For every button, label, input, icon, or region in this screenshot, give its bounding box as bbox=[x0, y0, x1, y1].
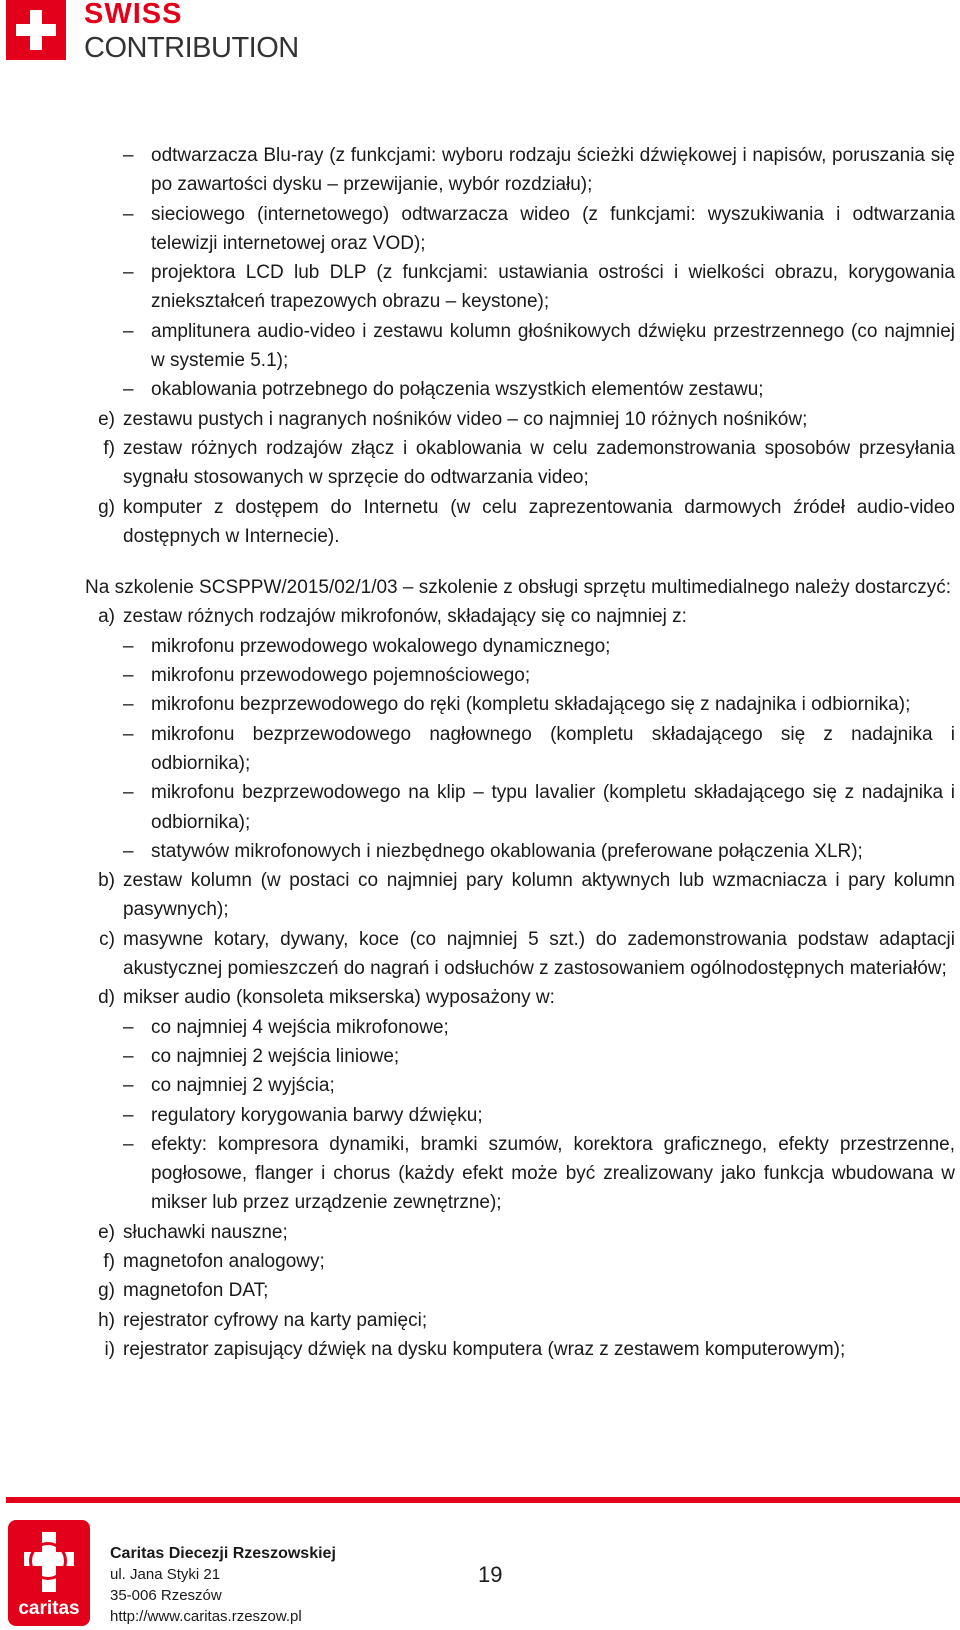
list-item-e bbox=[85, 405, 955, 434]
list-item: – co najmniej 4 wejścia mikrofonowe; bbox=[85, 1013, 955, 1042]
list-item-c bbox=[85, 925, 955, 984]
list-label: h) bbox=[98, 1309, 115, 1331]
list-text: mikser audio (konsoleta mikserska) wyposażony w: bbox=[123, 987, 555, 1009]
list-label: d) bbox=[98, 987, 115, 1009]
caritas-logo bbox=[8, 1520, 90, 1626]
list-item: – sieciowego (internetowego) odtwarzacza wideo (z funkcjami: wyszukiwania i odtwarzania telewizji internetowej oraz VOD); bbox=[85, 200, 955, 259]
list-item-e2 bbox=[85, 1218, 955, 1247]
list-item: – amplitunera audio-video i zestawu kolumn głośnikowych dźwięku przestrzennego (co najmniej w systemie 5.1); bbox=[85, 317, 955, 376]
footer-address bbox=[110, 1543, 336, 1627]
swiss-cross-icon bbox=[6, 0, 66, 60]
list-text: słuchawki nauszne; bbox=[123, 1221, 288, 1243]
list-item-f2 bbox=[85, 1247, 955, 1276]
list-item: – projektora LCD lub DLP (z funkcjami: ustawiania ostrości i wielkości obrazu, korygowania zniekształceń trapezowych obrazu – keystone); bbox=[85, 258, 955, 317]
list-item: – mikrofonu bezprzewodowego nagłownego (kompletu składającego się z nadajnika i odbiornika); bbox=[85, 720, 955, 779]
list-item: – mikrofonu bezprzewodowego do ręki (kompletu składającego się z nadajnika i odbiornika); bbox=[85, 690, 955, 719]
list-text: rejestrator cyfrowy na karty pamięci; bbox=[123, 1309, 428, 1331]
section-intro: Na szkolenie SCSPPW/2015/02/1/03 – szkolenie z obsługi sprzętu multimedialnego należy dostarczyć: bbox=[85, 577, 952, 599]
street: ul. Jana Styki 21 bbox=[110, 1566, 221, 1583]
list-item-g bbox=[85, 493, 955, 552]
list-label: b) bbox=[98, 870, 115, 892]
list-label: e) bbox=[98, 1221, 115, 1243]
list-item: – statywów mikrofonowych i niezbędnego okablowania (preferowane połączenia XLR); bbox=[85, 837, 955, 866]
list-item: – regulatory korygowania barwy dźwięku; bbox=[85, 1101, 955, 1130]
list-label: e) bbox=[98, 408, 115, 430]
logo-line-1: SWISS bbox=[84, 0, 183, 30]
list-item-h2 bbox=[85, 1306, 955, 1335]
website-link[interactable]: http://www.caritas.rzeszow.pl bbox=[110, 1608, 302, 1625]
list-item-g2 bbox=[85, 1276, 955, 1305]
list-text: komputer z dostępem do Internetu (w celu zaprezentowania darmowych źródeł audio-video dostępnych w Internecie). bbox=[123, 496, 955, 547]
list-label: g) bbox=[98, 1280, 115, 1302]
list-label: a) bbox=[98, 606, 115, 628]
list-item-d bbox=[85, 983, 955, 1012]
document-body bbox=[85, 141, 955, 1364]
list-text: zestawu pustych i nagranych nośników video – co najmniej 10 różnych nośników; bbox=[123, 408, 808, 430]
list-item-b bbox=[85, 866, 955, 925]
list-item: – co najmniej 2 wyjścia; bbox=[85, 1071, 955, 1100]
logo-line-2: CONTRIBUTION bbox=[84, 32, 299, 64]
list-label: f) bbox=[103, 1250, 115, 1272]
list-text: zestaw różnych rodzajów złącz i okablowania w celu zademonstrowania sposobów przesyłania sygnału stosowanych w sprzęcie do odtwarzania video; bbox=[123, 437, 955, 489]
list-item: – odtwarzacza Blu-ray (z funkcjami: wyboru rodzaju ścieżki dźwiękowej i napisów, poruszania się po zawartości dysku – przewijanie, wybór rozdziału); bbox=[85, 141, 955, 200]
list-text: zestaw różnych rodzajów mikrofonów, składający się co najmniej z: bbox=[123, 606, 687, 628]
list-text: zestaw kolumn (w postaci co najmniej pary kolumn aktywnych lub wzmacniacza i pary kolumn pasywnych); bbox=[123, 870, 955, 921]
list-text: rejestrator zapisujący dźwięk na dysku komputera (wraz z zestawem komputerowym); bbox=[123, 1338, 846, 1360]
city: 35-006 Rzeszów bbox=[110, 1587, 222, 1604]
list-item: – mikrofonu przewodowego wokalowego dynamicznego; bbox=[85, 632, 955, 661]
list-label: f) bbox=[103, 437, 115, 459]
caritas-ring-icon bbox=[29, 1542, 67, 1580]
caritas-wordmark: caritas bbox=[18, 1598, 80, 1619]
list-item: – co najmniej 2 wejścia liniowe; bbox=[85, 1042, 955, 1071]
org-name: Caritas Diecezji Rzeszowskiej bbox=[110, 1545, 336, 1562]
list-item-a bbox=[85, 602, 955, 631]
list-text: magnetofon analogowy; bbox=[123, 1250, 325, 1272]
list-label: c) bbox=[99, 928, 115, 950]
list-item: – efekty: kompresora dynamiki, bramki szumów, korektora graficznego, efekty przestrzenne, pogłosowe, flanger i chorus (każdy efekt może być zrealizowany jako funkcja wbudowana w mikser lub przez urządzenie zewnętrzne); bbox=[85, 1130, 955, 1218]
footer-divider bbox=[6, 1497, 960, 1503]
list-label: i) bbox=[104, 1338, 115, 1360]
list-item: – okablowania potrzebnego do połączenia wszystkich elementów zestawu; bbox=[85, 375, 955, 404]
list-label: g) bbox=[98, 496, 115, 518]
list-item: – mikrofonu bezprzewodowego na klip – typu lavalier (kompletu składającego się z nadajnika i odbiornika); bbox=[85, 778, 955, 837]
list-text: magnetofon DAT; bbox=[123, 1280, 269, 1302]
list-item: – mikrofonu przewodowego pojemnościowego; bbox=[85, 661, 955, 690]
page-number: 19 bbox=[478, 1562, 503, 1587]
list-text: masywne kotary, dywany, koce (co najmniej 5 szt.) do zademonstrowania podstaw adaptacji akustycznej pomieszczeń do nagrań i odsłuchów z zastosowaniem ogólnodostępnych materiałów; bbox=[123, 928, 955, 980]
list-item-f bbox=[85, 434, 955, 493]
list-item-i2 bbox=[85, 1335, 955, 1364]
